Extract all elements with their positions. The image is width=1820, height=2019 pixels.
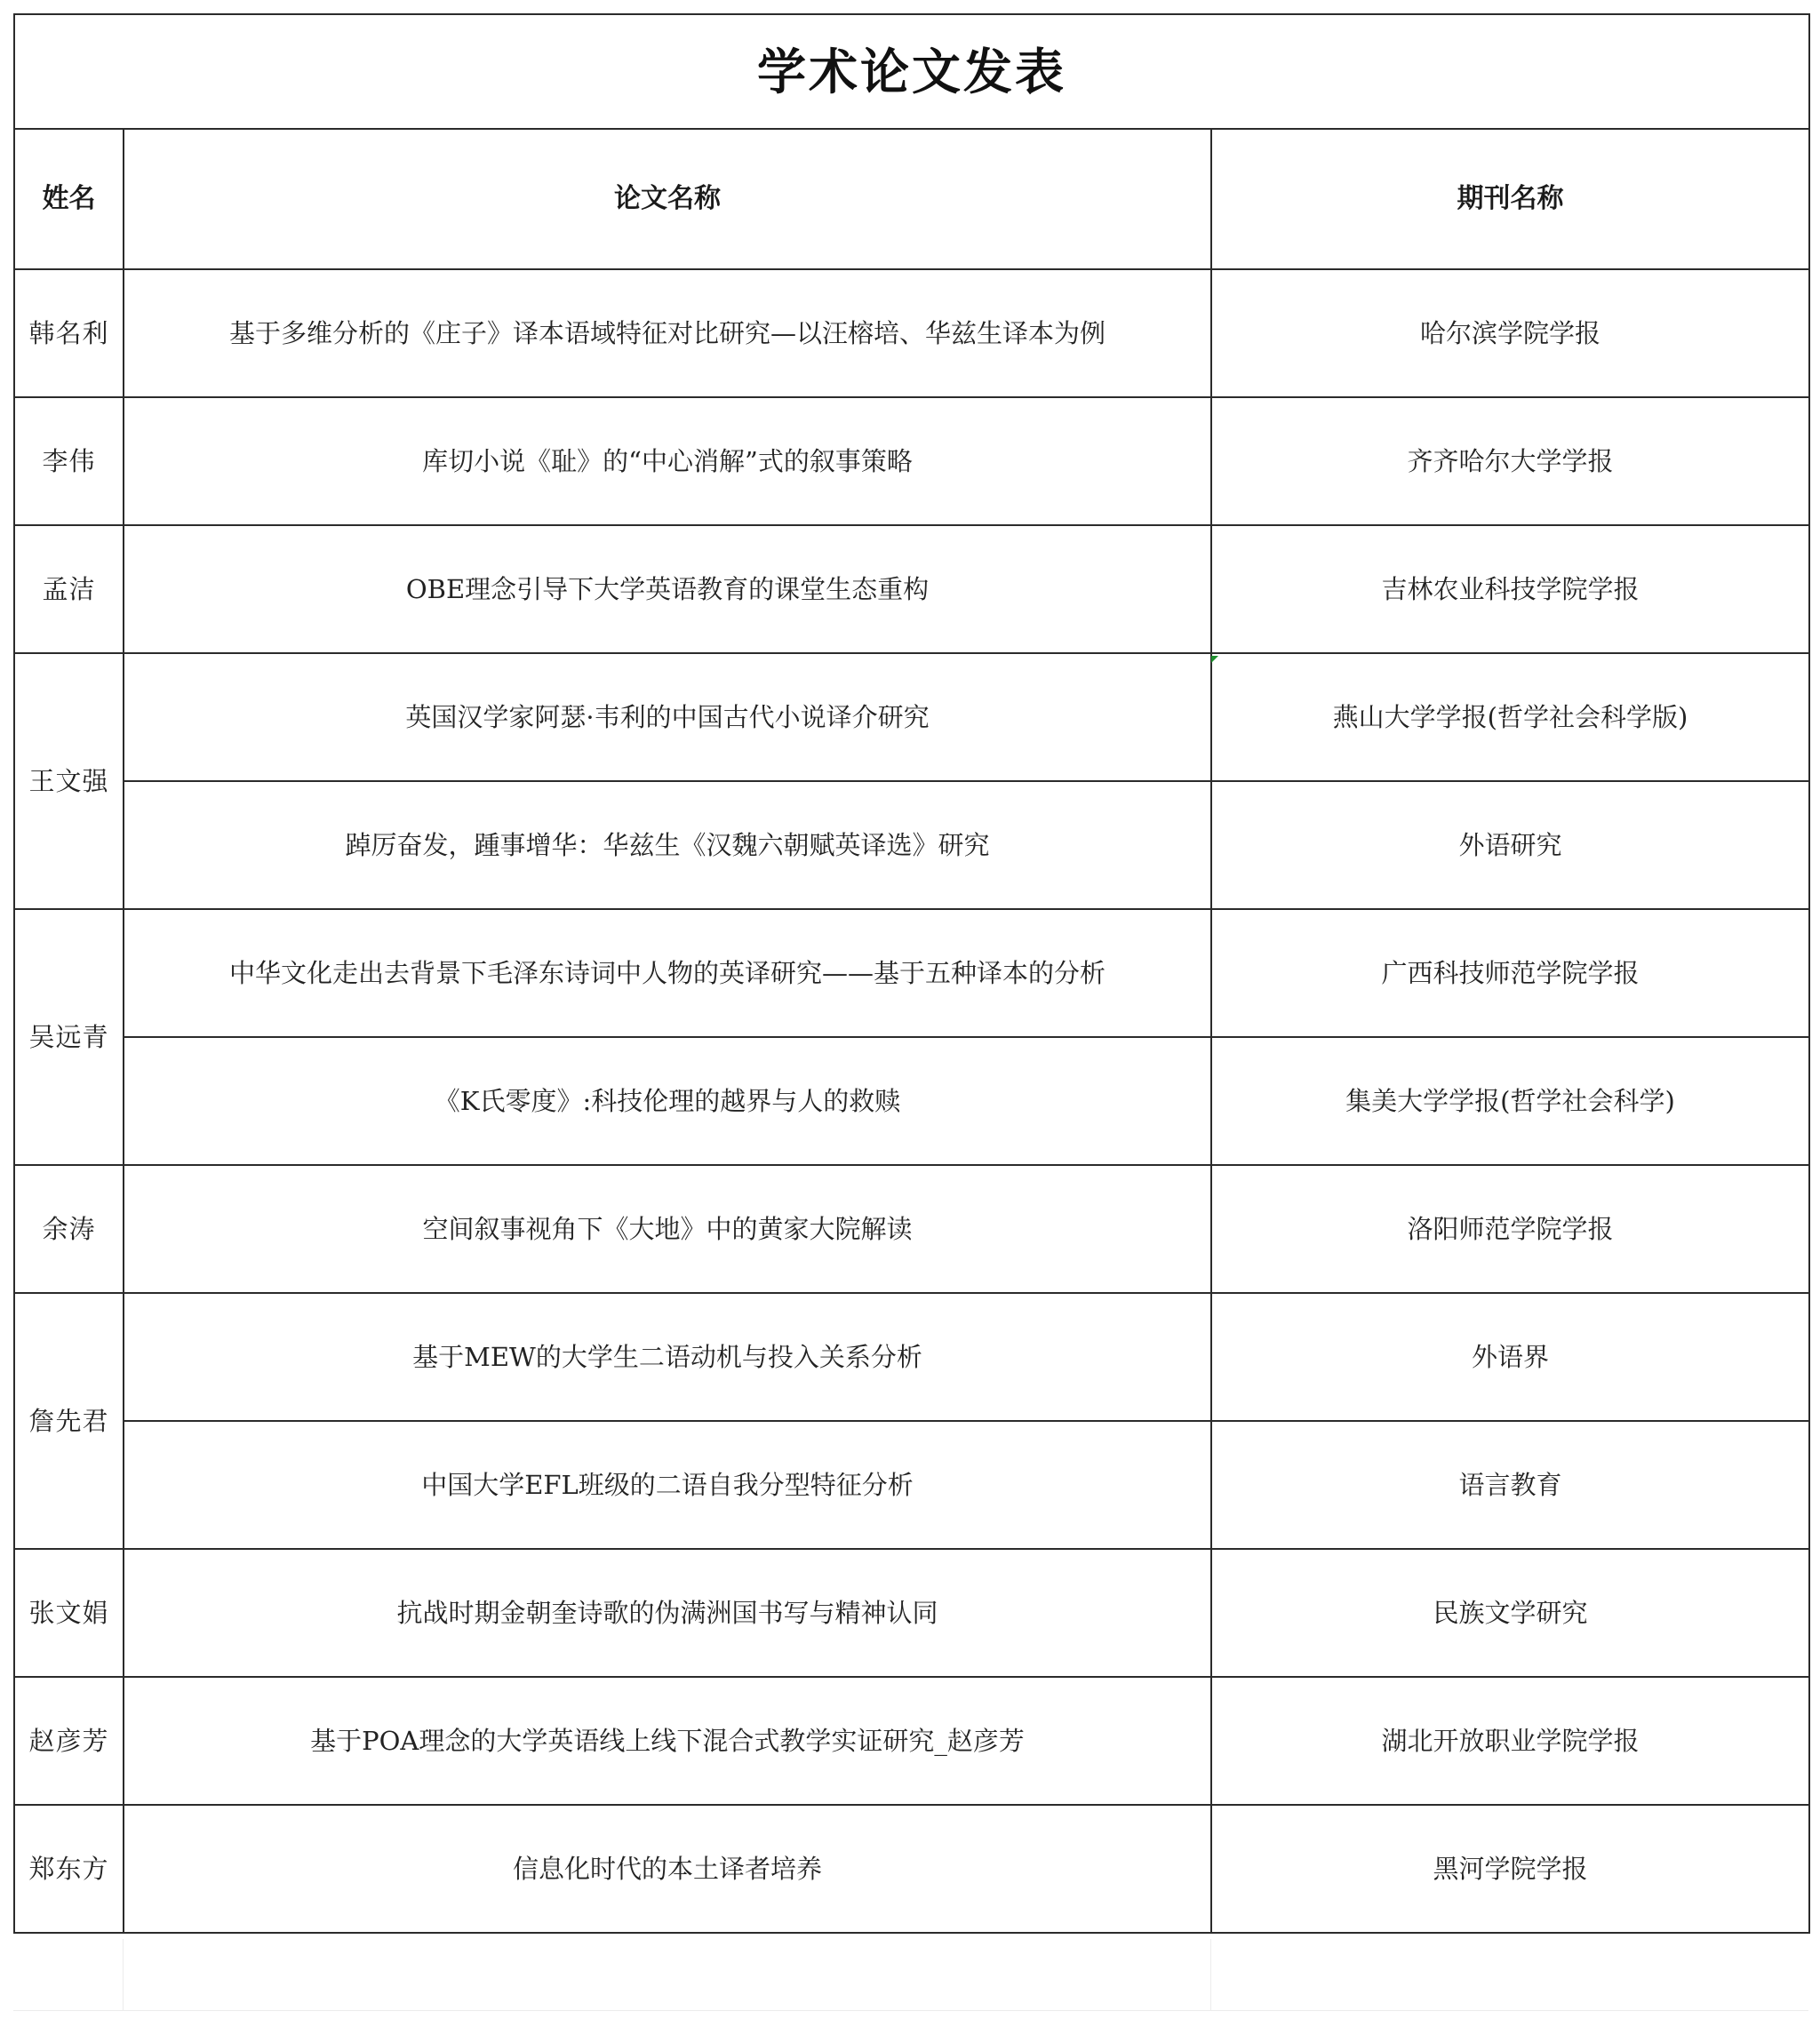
paper-title-cell[interactable]: 中国大学EFL班级的二语自我分型特征分析	[124, 1421, 1211, 1549]
table-row	[14, 525, 1809, 653]
paper-title-cell[interactable]: 踔厉奋发，踵事增华：华兹生《汉魏六朝赋英译选》研究	[124, 781, 1211, 909]
paper-title-cell[interactable]: 信息化时代的本土译者培养	[124, 1805, 1211, 1933]
gridline	[1210, 1939, 1211, 2010]
paper-title-cell[interactable]: 库切小说《耻》的“中心消解”式的叙事策略	[124, 397, 1211, 525]
author-name-cell[interactable]: 余涛	[14, 1165, 124, 1293]
table-row	[14, 1549, 1809, 1677]
author-name-cell[interactable]: 王文强	[14, 653, 124, 909]
paper-title-cell[interactable]: 中华文化走出去背景下毛泽东诗词中人物的英译研究——基于五种译本的分析	[124, 909, 1211, 1037]
table-row	[14, 1421, 1809, 1549]
journal-name-cell[interactable]: 外语界	[1211, 1293, 1809, 1421]
journal-name-cell[interactable]: 民族文学研究	[1211, 1549, 1809, 1677]
author-name-cell[interactable]: 赵彦芳	[14, 1677, 124, 1805]
header-name[interactable]: 姓名	[14, 129, 124, 269]
paper-title-cell[interactable]: 基于多维分析的《庄子》译本语域特征对比研究—以汪榕培、华兹生译本为例	[124, 269, 1211, 397]
table-row	[14, 1293, 1809, 1421]
journal-name-cell[interactable]: 黑河学院学报	[1211, 1805, 1809, 1933]
author-name-cell[interactable]: 李伟	[14, 397, 124, 525]
table-row	[14, 1805, 1809, 1933]
table-row	[14, 1677, 1809, 1805]
author-name-cell[interactable]: 韩名利	[14, 269, 124, 397]
journal-name-cell[interactable]: 吉林农业科技学院学报	[1211, 525, 1809, 653]
publications-table	[13, 13, 1810, 1934]
table-row	[14, 653, 1809, 781]
table-row	[14, 269, 1809, 397]
paper-title-cell[interactable]: 基于MEW的大学生二语动机与投入关系分析	[124, 1293, 1211, 1421]
empty-spreadsheet-row[interactable]	[13, 1939, 1808, 2011]
gridline	[123, 1939, 124, 2010]
journal-name-cell[interactable]: 齐齐哈尔大学学报	[1211, 397, 1809, 525]
table-row	[14, 781, 1809, 909]
paper-title-cell[interactable]: 英国汉学家阿瑟·韦利的中国古代小说译介研究	[124, 653, 1211, 781]
paper-title-cell[interactable]: 《K氏零度》:科技伦理的越界与人的救赎	[124, 1037, 1211, 1165]
paper-title-cell[interactable]: 抗战时期金朝奎诗歌的伪满洲国书写与精神认同	[124, 1549, 1211, 1677]
author-name-cell[interactable]: 郑东方	[14, 1805, 124, 1933]
title-row	[14, 14, 1809, 129]
comment-indicator-icon	[1211, 656, 1218, 663]
table-row	[14, 1037, 1809, 1165]
sheet-title[interactable]: 学术论文发表	[14, 14, 1809, 129]
paper-title-cell[interactable]: 基于POA理念的大学英语线上线下混合式教学实证研究_赵彦芳	[124, 1677, 1211, 1805]
journal-name-cell[interactable]: 洛阳师范学院学报	[1211, 1165, 1809, 1293]
author-name-cell[interactable]: 吴远青	[14, 909, 124, 1165]
journal-name-cell[interactable]: 集美大学学报(哲学社会科学)	[1211, 1037, 1809, 1165]
author-name-cell[interactable]: 孟洁	[14, 525, 124, 653]
journal-name-cell[interactable]: 广西科技师范学院学报	[1211, 909, 1809, 1037]
header-paper-title[interactable]: 论文名称	[124, 129, 1211, 269]
table-body	[14, 14, 1809, 1933]
journal-name-cell[interactable]: 外语研究	[1211, 781, 1809, 909]
author-name-cell[interactable]: 张文娟	[14, 1549, 124, 1677]
header-row	[14, 129, 1809, 269]
journal-name-cell[interactable]: 哈尔滨学院学报	[1211, 269, 1809, 397]
journal-name-cell[interactable]: 燕山大学学报(哲学社会科学版)	[1211, 653, 1809, 781]
journal-name-cell[interactable]: 湖北开放职业学院学报	[1211, 1677, 1809, 1805]
journal-name-cell[interactable]: 语言教育	[1211, 1421, 1809, 1549]
author-name-cell[interactable]: 詹先君	[14, 1293, 124, 1549]
table-row	[14, 397, 1809, 525]
paper-title-cell[interactable]: 空间叙事视角下《大地》中的黄家大院解读	[124, 1165, 1211, 1293]
header-journal[interactable]: 期刊名称	[1211, 129, 1809, 269]
table-row	[14, 1165, 1809, 1293]
table-row	[14, 909, 1809, 1037]
paper-title-cell[interactable]: OBE理念引导下大学英语教育的课堂生态重构	[124, 525, 1211, 653]
